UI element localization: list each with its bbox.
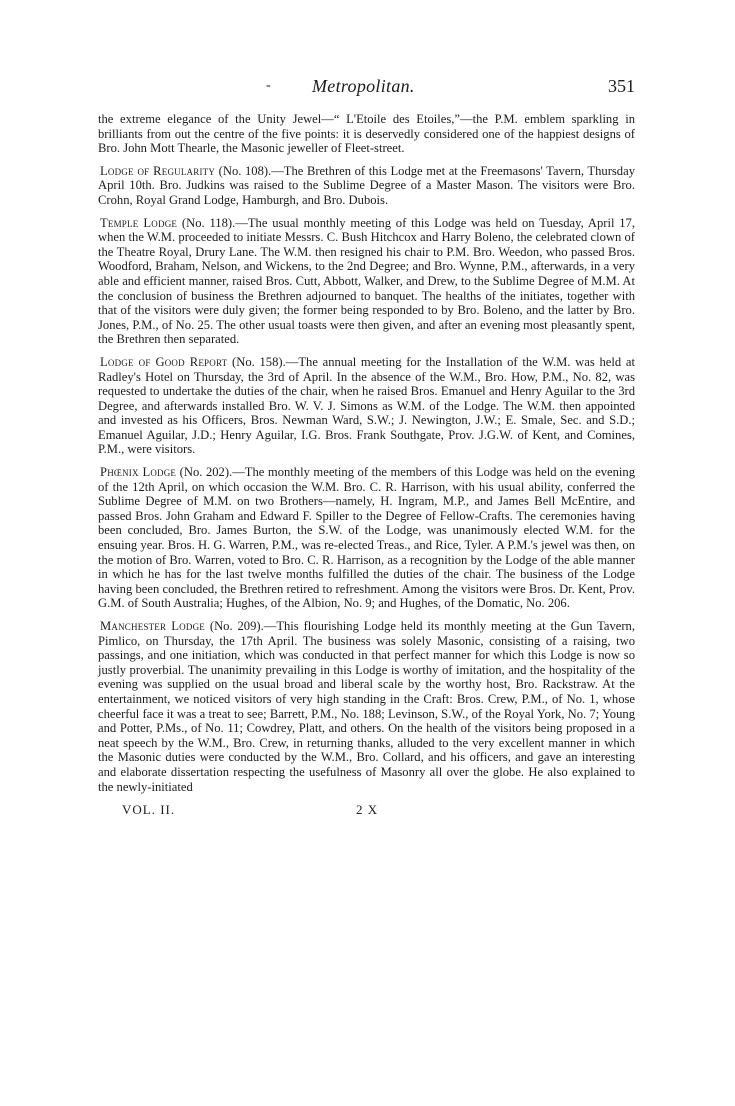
page-footer bbox=[98, 802, 635, 820]
page bbox=[98, 76, 635, 820]
lodge-name: Phœnix Lodge bbox=[100, 465, 177, 480]
article-body bbox=[98, 112, 635, 794]
paragraph-text: the extreme elegance of the Unity Jewel—“ L'Etoile des Etoiles,”—the P.M. emblem sparkling in brilliants from out the centre of the five points: it is deservedly considered one of the happiest designs of Bro. John Mott Thearle, the Masonic jeweller of Fleet-street. bbox=[98, 112, 635, 156]
paragraph-text: (No. 108).—The Brethren of this Lodge met at the Freemasons' Tavern, Thursday April 10th. Bro. Judkins was raised to the Sublime Degree of a Master Mason. The visitors were Bro. Crohn, Royal Grand Lodge, Hamburgh, and Bro. Dubois. bbox=[98, 163, 635, 207]
running-head bbox=[98, 76, 635, 106]
paragraph-text: (No. 158).—The annual meeting for the Installation of the W.M. was held at Radley's Hotel on Thursday, the 3rd of April. In the absence of the W.M., Bro. How, P.M., No. 82, was requested to undertake the duties of the chair, when he raised Bros. Emanuel and Henry Aguilar to the 3rd Degree, and afterwards installed Bro. W. V. J. Simons as W.M. of the Lodge. The W.M. then appointed and invested as his Officers, Bros. Newman Ward, S.W.; J. Newington, J.W.; E. Smale, Sec. and S.D.; Emanuel Aguilar, J.D.; Henry Aguilar, I.G. Bros. Frank Southgate, Prov. J.G.W. of Kent, and Comines, P.M., were visitors. bbox=[98, 354, 635, 457]
volume-mark: VOL. II. bbox=[122, 802, 176, 818]
paragraph-text: (No. 118).—The usual monthly meeting of this Lodge was held on Tuesday, April 17, when the W.M. proceeded to initiate Messrs. C. Bush Hitchcox and Harry Boleno, the celebrated clown of the Theatre Royal, Drury Lane. The W.M. then resigned his chair to P.M. Bro. Weedon, who passed Bros. Woodford, Braham, Nelson, and Wickens, to the 2nd Degree; and Bro. Wynne, P.M., afterwards, in a very able and efficient manner, raised Bros. Cutt, Abbott, Walker, and Drew, to the Sublime Degree of M.M. At the conclusion of business the Brethren adjourned to banquet. The healths of the initiates, together with that of the visitors were duly given; the former being responded to by Bro. Boleno, and the latter by Bro. Jones, P.M., of No. 25. The other usual toasts were then given, and after an evening most pleasantly spent, the Brethren then separated. bbox=[98, 215, 635, 347]
lodge-name: Manchester Lodge bbox=[100, 619, 205, 633]
paragraph-text: (No. 209).—This flourishing Lodge held its monthly meeting at the Gun Tavern, Pimlico, on Thursday, the 17th April. The business was solely Masonic, consisting of a raising, two passings, and one initiation, which was conducted in that perfect manner for which this Lodge is now so justly proverbial. The unanimity prevailing in this Lodge is worthy of imitation, and the hospitality of the evening was supplied on the usual broad and liberal scale by the worthy host, Bro. Rackstraw. At the entertainment, we noticed visitors of very high standing in the Craft: Bros. Crew, P.M., of No. 1, whose cheerful face it was a treat to see; Barrett, P.M., No. 188; Levinson, S.W., of the Royal York, No. 7; Young and Potter, P.Ms., of No. 11; Cowdrey, Platt, and others. On the health of the visitors being proposed in a neat speech by the W.M., Bro. Crew, in returning thanks, alluded to the very excellent manner in which the Masonic duties were conducted by the W.M., Bro. Collard, and his officers, and gave an interesting and elaborate dissertation respecting the usefulness of Masonry all over the globe. He also explained to the newly-initiated bbox=[98, 619, 635, 794]
paragraph-text: (No. 202).—The monthly meeting of the members of this Lodge was held on the evening of the 12th April, on which occasion the W.M. Bro. C. R. Harrison, with his usual ability, conferred the Sublime Degree of M.M. on two Brothers—namely, H. Ingram, M.P., and James Bell McEntire, and passed Bros. John Graham and Edward F. Spiller to the Degree of Fellow-Crafts. The ceremonies having been concluded, Bro. James Burton, the S.W. of the Lodge, was unanimously elected W.M. for the ensuing year. Bros. H. G. Warren, P.M., was re-elected Treas., and Rice, Tyler. A P.M.'s jewel was then, on the motion of Bro. Warren, voted to Bro. C. R. Harrison, as a recognition by the Lodge of the able manner in which he has for the last twelve months fulfilled the duties of the chair. The business of the Lodge having been concluded, the Brethren retired to refreshment. Among the visitors were Bros. Dr. Kent, Prov. G.M. of South Australia; Hughes, of the Albion, No. 9; and Hughes, of the Domatic, No. 206. bbox=[98, 465, 635, 611]
signature-mark: 2 X bbox=[356, 802, 379, 818]
lodge-name: Lodge of Regularity bbox=[100, 163, 216, 178]
paragraph-unity-jewel bbox=[98, 112, 635, 156]
page-number: 351 bbox=[608, 76, 635, 96]
running-title: Metropolitan. bbox=[312, 76, 415, 96]
header-dash: - bbox=[266, 78, 271, 93]
paragraph-phoenix-lodge bbox=[98, 465, 635, 611]
paragraph-manchester-lodge bbox=[98, 619, 635, 794]
paragraph-lodge-of-good-report bbox=[98, 355, 635, 457]
lodge-name: Temple Lodge bbox=[100, 215, 178, 230]
paragraph-lodge-of-regularity bbox=[98, 164, 635, 208]
paragraph-temple-lodge bbox=[98, 216, 635, 347]
lodge-name: Lodge of Good Report bbox=[100, 354, 228, 369]
